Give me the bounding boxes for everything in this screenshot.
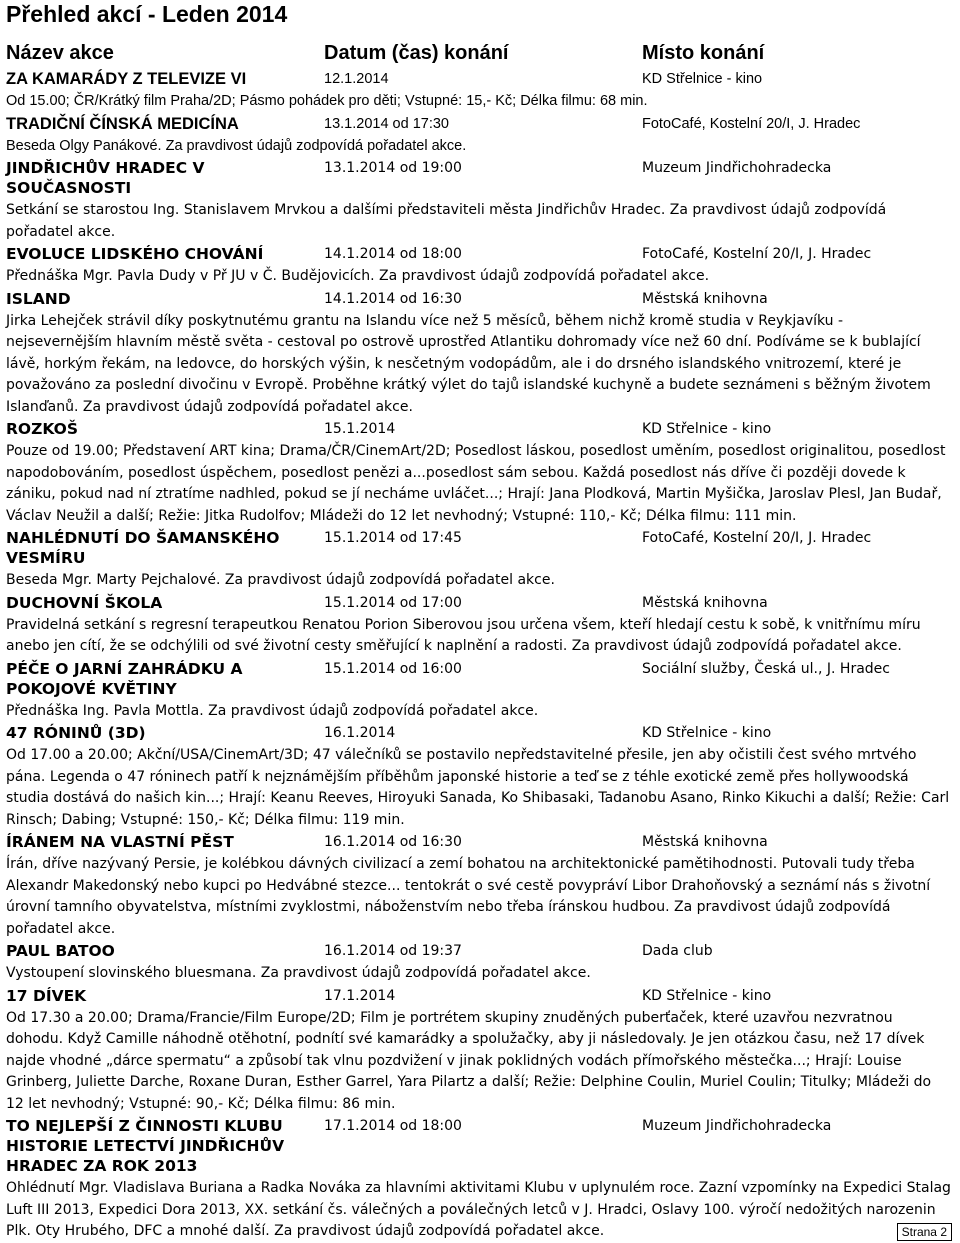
event-description: Od 17.00 a 20.00; Akční/USA/CinemArt/3D; 47 válečníků se postavilo nepředstavitelné přesile, jen aby očistili čest svého mrtvého pána. Legenda o 47 róninech patří k nejznámějším příběhům japonské historie a teď se z téhle exotické země přes hollywoodská studia dostává do našich kin...; Hrají: Keanu Reeves, Hiroyuki Sanada, Ko Shibasaki, Tadanobu Asano, Rinko Kikuchi a další; Režie: Carl Rinsch; Dabing; Vstupné: 150,- Kč; Délka filmu: 119 min. xyxy=(6,747,950,828)
event-description: Od 15.00; ČR/Krátký film Praha/2D; Pásmo pohádek pro děti; Vstupné: 15,- Kč; Délka filmu: 68 min. xyxy=(6,93,648,109)
event-description: Írán, dříve nazývaný Persie, je kolébkou dávných civilizací a zemí bohatou na architektonické pamětihodnosti. Putovali tudy třeba Alexandr Makedonský nebo kupci po Hedvábné stezce... tentokrát o své cestě povypráví Libor Drahoňovský a seznámí nás s životní úrovní tamního obyvatelstva, místními zvyklostmi, náboženstvím nebo třeba íránskou hudbou. Za pravdivost údajů zodpovídá pořadatel akce. xyxy=(6,856,931,937)
event-place: KD Střelnice - kino xyxy=(642,71,763,87)
event-item xyxy=(6,418,952,527)
event-date: 15.1.2014 xyxy=(324,421,396,437)
event-header-row xyxy=(6,418,952,439)
event-name: NAHLÉDNUTÍ DO ŠAMANSKÉHO VESMÍRU xyxy=(6,529,280,567)
event-name: 47 RÓNINŮ (3D) xyxy=(6,724,146,742)
event-header-row xyxy=(6,527,952,568)
event-name: PAUL BATOO xyxy=(6,942,115,960)
event-item xyxy=(6,658,952,723)
event-place: Sociální služby, Česká ul., J. Hradec xyxy=(642,660,890,677)
event-header-row xyxy=(6,68,952,89)
event-item xyxy=(6,113,952,158)
table-header xyxy=(6,42,956,66)
event-place: Muzeum Jindřichohradecka xyxy=(642,160,832,176)
event-name: ROZKOŠ xyxy=(6,420,79,438)
event-name: DUCHOVNÍ ŠKOLA xyxy=(6,593,163,612)
event-date: 17.1.2014 xyxy=(324,987,396,1004)
event-header-row xyxy=(6,831,952,852)
event-place: Městská knihovna xyxy=(642,290,768,307)
event-date: 15.1.2014 od 17:45 xyxy=(324,530,462,546)
event-item xyxy=(6,157,952,243)
event-item xyxy=(6,831,952,940)
event-name: ÍRÁNEM NA VLASTNÍ PĚST xyxy=(6,833,234,851)
event-item xyxy=(6,243,952,288)
event-date: 13.1.2014 od 17:30 xyxy=(324,115,449,132)
column-header-date: Datum (čas) konání xyxy=(324,42,509,64)
event-item xyxy=(6,985,952,1116)
event-place: FotoCafé, Kostelní 20/I, J. Hradec xyxy=(642,246,872,262)
event-header-row xyxy=(6,658,952,699)
event-name: TRADIČNÍ ČÍNSKÁ MEDICÍNA xyxy=(6,114,239,133)
event-header-row xyxy=(6,592,952,613)
event-description: Beseda Olgy Panákové. Za pravdivost údajů zodpovídá pořadatel akce. xyxy=(6,137,467,154)
event-name: ISLAND xyxy=(6,289,71,308)
column-header-name: Název akce xyxy=(6,42,114,64)
event-date: 15.1.2014 od 16:00 xyxy=(324,660,462,677)
event-item xyxy=(6,940,952,985)
event-name: ZA KAMARÁDY Z TELEVIZE VI xyxy=(6,70,247,88)
event-description: Přednáška Mgr. Pavla Dudy v Př JU v Č. Budějovicích. Za pravdivost údajů zodpovídá pořadatel akce. xyxy=(6,268,710,284)
event-place: FotoCafé, Kostelní 20/I, J. Hradec xyxy=(642,115,861,132)
event-header-row xyxy=(6,722,952,743)
event-date: 17.1.2014 od 18:00 xyxy=(324,1118,462,1134)
event-date: 16.1.2014 od 16:30 xyxy=(324,834,462,850)
event-description: Pravidelná setkání s regresní terapeutkou Renatou Porion Siberovou jsou určena všem, kteří hledají cestu k sobě, k vnitřnímu míru anebo jen cítí, že se odchýlili od své životní cesty směřující k naplnění a radosti. Za pravdivost údajů zodpovídá pořadatel akce. xyxy=(6,616,921,654)
event-name: PÉČE O JARNÍ ZAHRÁDKU A POKOJOVÉ KVĚTINY xyxy=(6,659,243,698)
event-header-row xyxy=(6,940,952,961)
event-item xyxy=(6,527,952,592)
event-description: Od 17.30 a 20.00; Drama/Francie/Film Europe/2D; Film je portrétem skupiny znuděných puberťaček, které uzavřou nezvratnou dohodu. Když Camille náhodně otěhotní, podnítí své kamarádky a spolužačky, aby ji následovaly. Je jen otázkou času, než 17 dívek najde vhodné „dárce spermatu“ a způsobí tak vlnu pozdvižení v jinak poklidných vodách přímořského městečka...; Hrají: Louise Grinberg, Juliette Darche, Roxane Duran, Esther Garrel, Yara Pilartz a další; Režie: Delphine Coulin, Muriel Coulin; Titulky; Mládeži do 12 let nevhodný; Vstupné: 90,- Kč; Délka filmu: 86 min. xyxy=(6,1009,932,1112)
column-header-place: Místo konání xyxy=(642,42,765,64)
event-place: KD Střelnice - kino xyxy=(642,725,772,741)
event-item xyxy=(6,592,952,658)
event-date: 16.1.2014 xyxy=(324,725,396,741)
event-list xyxy=(6,68,952,1243)
event-item xyxy=(6,722,952,831)
event-place: KD Střelnice - kino xyxy=(642,987,772,1004)
event-item xyxy=(6,288,952,419)
event-header-row xyxy=(6,243,952,264)
event-name: JINDŘICHŮV HRADEC V SOUČASNOSTI xyxy=(6,159,205,197)
event-date: 13.1.2014 od 19:00 xyxy=(324,160,462,176)
event-header-row xyxy=(6,1115,952,1176)
page-title: Přehled akcí - Leden 2014 xyxy=(6,1,288,27)
event-item xyxy=(6,1115,952,1243)
event-date: 12.1.2014 xyxy=(324,71,389,87)
event-place: KD Střelnice - kino xyxy=(642,421,772,437)
event-place: Dada club xyxy=(642,943,713,959)
event-name: TO NEJLEPŠÍ Z ČINNOSTI KLUBU HISTORIE LETECTVÍ JINDŘICHŮV HRADEC ZA ROK 2013 xyxy=(6,1117,285,1175)
event-description: Pouze od 19.00; Představení ART kina; Drama/ČR/CinemArt/2D; Posedlost láskou, posedlost uměním, posedlost originalitou, posedlost napodobováním, posedlost úspěchem, posedlost penězi a...posedlost sám sebou. Každá posedlost nás dříve či později dovede k zániku, pokud nad ní ztratíme nadhled, pokud se jí necháme uvláčet...; Hrají: Jana Plodková, Martin Myšička, Jaroslav Plesl, Jan Budař, Václav Neužil a další; Režie: Jitka Rudolfov; Mládeži do 12 let nevhodný; Vstupné: 110,- Kč; Délka filmu: 111 min. xyxy=(6,443,946,524)
event-header-row xyxy=(6,157,952,198)
event-date: 16.1.2014 od 19:37 xyxy=(324,943,462,959)
event-date: 15.1.2014 od 17:00 xyxy=(324,594,462,611)
event-place: Městská knihovna xyxy=(642,594,768,611)
event-header-row xyxy=(6,985,952,1006)
event-description: Vystoupení slovinského bluesmana. Za pravdivost údajů zodpovídá pořadatel akce. xyxy=(6,965,591,981)
page-number: Strana 2 xyxy=(897,1223,952,1241)
event-description: Přednáška Ing. Pavla Mottla. Za pravdivost údajů zodpovídá pořadatel akce. xyxy=(6,702,539,719)
event-header-row xyxy=(6,113,952,134)
event-name: 17 DÍVEK xyxy=(6,986,87,1005)
event-description: Ohlédnutí Mgr. Vladislava Buriana a Radka Nováka za hlavními aktivitami Klubu v uplynulém roce. Zazní vzpomínky na Expedici Stalag Luft III 2013, Expedici Dora 2013, XX. setkání čs. válečných a poválečných letců v J. Hradci, Oslavy 100. výročí nedožitých narozenin Plk. Oty Hrubého, DFC a mnohé další. Za pravdivost údajů zodpovídá pořadatel akce. xyxy=(6,1180,951,1239)
event-description: Jirka Lehejček strávil díky poskytnutému grantu na Islandu více než 5 měsíců, během nichž kromě studia v Reykjavíku - nejsevernějším hlavním městě světa - cestoval po ostrově uprostřed Atlantiku dohromady více než 60 dní. Podíváme se k bublající lávě, horkým řekám, na ledovce, do horských výšin, k nesčetným vodopádům, ale i do drsného islandského vnitrozemí, které je považováno za poslední divočinu v Evropě. Proběhne krátký výlet do tajů islandské kuchyně a budete seznámeni s běžným životem Islanďanů. Za pravdivost údajů zodpovídá pořadatel akce. xyxy=(6,312,931,415)
event-date: 14.1.2014 od 16:30 xyxy=(324,290,462,307)
event-place: Městská knihovna xyxy=(642,834,768,850)
event-description: Beseda Mgr. Marty Pejchalové. Za pravdivost údajů zodpovídá pořadatel akce. xyxy=(6,572,555,588)
event-header-row xyxy=(6,288,952,309)
event-name: EVOLUCE LIDSKÉHO CHOVÁNÍ xyxy=(6,245,264,263)
event-place: FotoCafé, Kostelní 20/I, J. Hradec xyxy=(642,530,872,546)
event-place: Muzeum Jindřichohradecka xyxy=(642,1118,832,1134)
event-item xyxy=(6,68,952,113)
event-description: Setkání se starostou Ing. Stanislavem Mrvkou a dalšími představiteli města Jindřichův Hradec. Za pravdivost údajů zodpovídá pořadatel akce. xyxy=(6,202,887,240)
event-date: 14.1.2014 od 18:00 xyxy=(324,246,462,262)
